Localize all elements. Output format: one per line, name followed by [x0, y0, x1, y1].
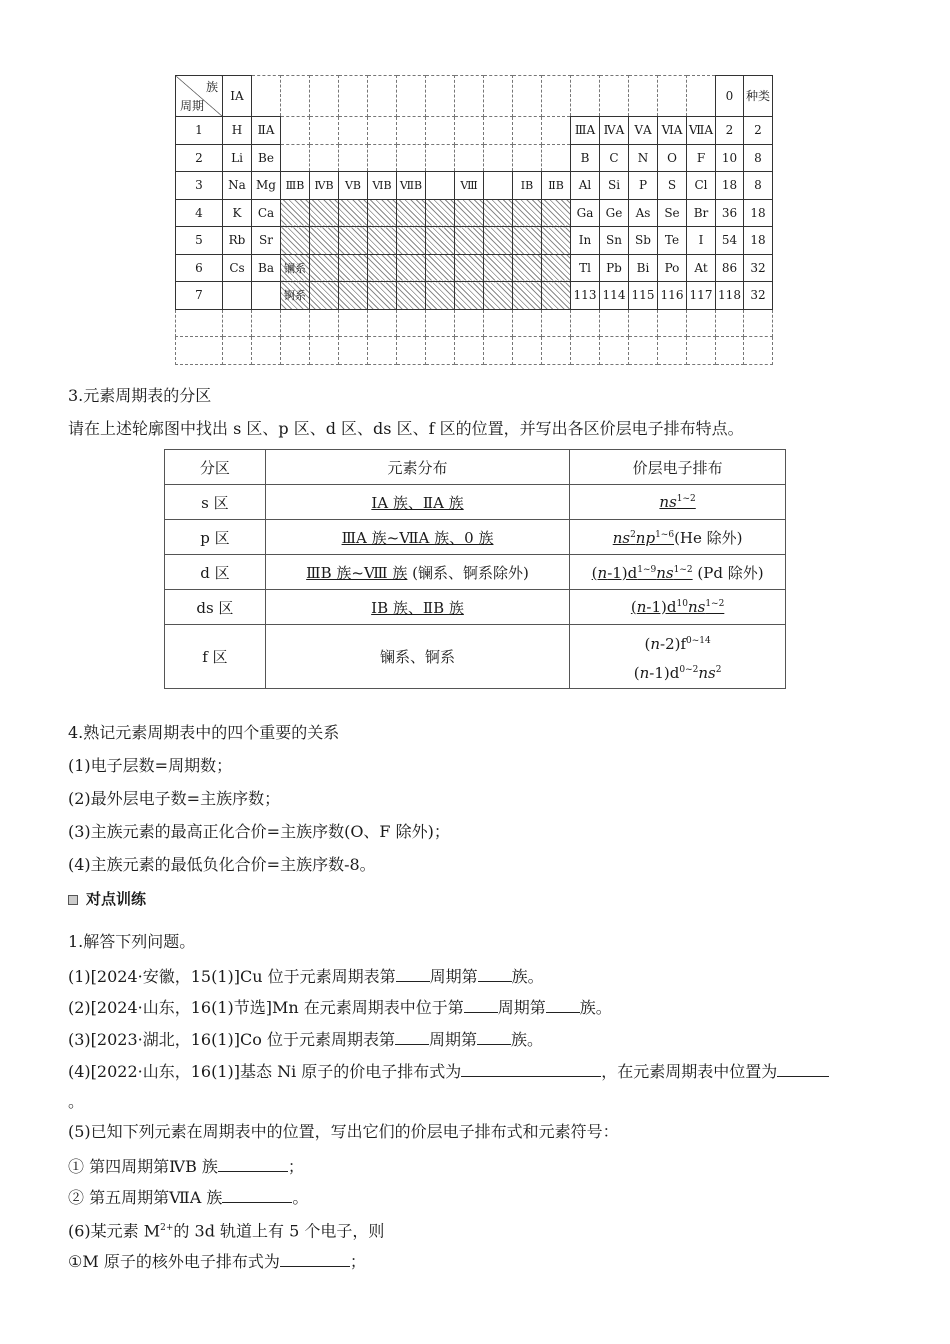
empty-cell: [223, 337, 252, 365]
element-cell: F: [687, 144, 716, 172]
element-cell: Be: [252, 144, 281, 172]
element-cell: ⅣA: [600, 117, 629, 145]
question-1-4: (4)[2022·山东，16(1)]基态 Ni 原子的价电子排布式为 ，在元素周期表中位置为: [68, 1060, 829, 1082]
transition-cell: [397, 117, 426, 145]
practice-heading: 对点训练: [68, 888, 146, 909]
table-row: [165, 590, 786, 625]
empty-cell: [252, 337, 281, 365]
answer-blank[interactable]: [546, 996, 580, 1013]
square-icon: [68, 895, 78, 905]
empty-cell: [571, 337, 600, 365]
zone-ds-dist: ⅠB 族、ⅡB 族: [371, 598, 464, 617]
element-cell: [252, 282, 281, 310]
group-header-empty: [368, 76, 397, 117]
transition-cell: [455, 282, 484, 310]
transition-cell: [339, 254, 368, 282]
transition-cell: [339, 282, 368, 310]
zone-table: [164, 449, 786, 689]
zone-f-dist: 镧系、锕系: [265, 625, 569, 689]
element-cell: P: [629, 172, 658, 200]
zone-p-note: (He 除外): [674, 528, 743, 547]
transition-cell: [310, 282, 339, 310]
transition-cell: [455, 254, 484, 282]
header-distribution: 元素分布: [265, 450, 569, 485]
element-cell: N: [629, 144, 658, 172]
element-cell: K: [223, 199, 252, 227]
group-header-empty: [281, 76, 310, 117]
period-row: [176, 199, 773, 227]
empty-cell: [687, 337, 716, 365]
transition-cell: [513, 282, 542, 310]
noble-gas-count: 118: [716, 282, 744, 310]
answer-blank[interactable]: [396, 965, 430, 982]
group-header-empty: [658, 76, 687, 117]
period-row: [176, 117, 773, 145]
empty-cell: [426, 309, 455, 337]
transition-cell: Ⅷ: [455, 172, 484, 200]
transition-cell: [310, 227, 339, 255]
transition-cell: [484, 227, 513, 255]
zone-d-note: (Pd 除外): [692, 563, 764, 582]
element-cell: Sn: [600, 227, 629, 255]
transition-cell: [542, 227, 571, 255]
answer-blank[interactable]: [478, 965, 512, 982]
element-cell: As: [629, 199, 658, 227]
empty-cell: [484, 337, 513, 365]
section3-title: 3.元素周期表的分区: [68, 386, 212, 405]
periodic-outline: [175, 75, 773, 365]
transition-cell: [339, 227, 368, 255]
empty-cell: [223, 309, 252, 337]
transition-cell: [484, 172, 513, 200]
empty-cell: [716, 337, 744, 365]
transition-cell: 镧系: [281, 254, 310, 282]
transition-cell: [426, 254, 455, 282]
element-cell: 114: [600, 282, 629, 310]
period-number: 2: [176, 144, 223, 172]
element-cell: Ga: [571, 199, 600, 227]
period-row: [176, 172, 773, 200]
transition-cell: [339, 117, 368, 145]
transition-cell: ⅥB: [368, 172, 397, 200]
period-row: [176, 227, 773, 255]
section4-title: 4.熟记元素周期表中的四个重要的关系: [68, 723, 340, 742]
period-number: 7: [176, 282, 223, 310]
element-cell: Al: [571, 172, 600, 200]
transition-cell: [281, 117, 310, 145]
empty-cell: [310, 337, 339, 365]
empty-cell: [658, 337, 687, 365]
zone-p: p 区: [165, 520, 266, 555]
zone-d-dist-note: (镧系、锕系除外): [407, 563, 529, 582]
empty-row: [176, 309, 773, 337]
transition-cell: [542, 199, 571, 227]
period-row: [176, 254, 773, 282]
element-cell: ⅥA: [658, 117, 687, 145]
noble-gas-count: 10: [716, 144, 744, 172]
transition-cell: ⅠB: [513, 172, 542, 200]
transition-cell: [455, 117, 484, 145]
question-1-2: (2)[2024·山东，16(1)节选]Mn 在元素周期表中位于第 周期第 族。: [68, 998, 612, 1017]
group-header-zero: 0: [716, 76, 744, 117]
zone-s-config: $ns^{1\sim 2}$: [659, 493, 696, 511]
element-kind-count: 18: [744, 227, 773, 255]
element-cell: I: [687, 227, 716, 255]
element-cell: Ge: [600, 199, 629, 227]
table-row: [165, 485, 786, 520]
zone-s: s 区: [165, 485, 266, 520]
transition-cell: [455, 144, 484, 172]
transition-cell: [426, 199, 455, 227]
noble-gas-count: 18: [716, 172, 744, 200]
transition-cell: [281, 199, 310, 227]
element-cell: ⅡA: [252, 117, 281, 145]
element-cell: At: [687, 254, 716, 282]
header-config: 价层电子排布: [570, 450, 786, 485]
element-cell: Mg: [252, 172, 281, 200]
empty-cell: [368, 337, 397, 365]
answer-blank[interactable]: [280, 1250, 350, 1267]
corner-label-period: 周期: [179, 99, 204, 113]
transition-cell: [426, 144, 455, 172]
group-header-empty: [426, 76, 455, 117]
transition-cell: [368, 254, 397, 282]
empty-cell: [629, 337, 658, 365]
transition-cell: [513, 117, 542, 145]
group-header-empty: [571, 76, 600, 117]
answer-blank[interactable]: [477, 1028, 511, 1045]
period-number: 5: [176, 227, 223, 255]
group-header-kind: 种类: [744, 76, 773, 117]
transition-cell: [455, 227, 484, 255]
empty-cell: [513, 309, 542, 337]
empty-cell: [176, 309, 223, 337]
answer-blank[interactable]: [222, 1186, 292, 1203]
transition-cell: [368, 227, 397, 255]
group-header-empty: [310, 76, 339, 117]
transition-cell: [484, 282, 513, 310]
transition-cell: ⅦB: [397, 172, 426, 200]
empty-cell: [571, 309, 600, 337]
zone-f-config: $(n-2)f^{0\sim 14}$ $(n-1)d^{0\sim 2}ns^2$: [570, 625, 786, 689]
empty-cell: [397, 337, 426, 365]
group-header-empty: [252, 76, 281, 117]
transition-cell: [339, 144, 368, 172]
empty-cell: [310, 309, 339, 337]
element-cell: Br: [687, 199, 716, 227]
empty-cell: [455, 309, 484, 337]
group-header-empty: [484, 76, 513, 117]
empty-cell: [687, 309, 716, 337]
element-cell: H: [223, 117, 252, 145]
transition-cell: ⅣB: [310, 172, 339, 200]
transition-cell: [426, 117, 455, 145]
transition-cell: [542, 254, 571, 282]
empty-cell: [600, 337, 629, 365]
empty-cell: [629, 309, 658, 337]
transition-cell: [513, 199, 542, 227]
element-cell: Bi: [629, 254, 658, 282]
element-cell: Sr: [252, 227, 281, 255]
period-row: [176, 282, 773, 310]
empty-row: [176, 337, 773, 365]
element-cell: ⅦA: [687, 117, 716, 145]
group-header-empty: [542, 76, 571, 117]
empty-cell: [716, 309, 744, 337]
empty-cell: [600, 309, 629, 337]
element-cell: B: [571, 144, 600, 172]
element-cell: ⅢA: [571, 117, 600, 145]
transition-cell: [339, 199, 368, 227]
element-cell: 115: [629, 282, 658, 310]
transition-cell: [281, 144, 310, 172]
zone-ds: ds 区: [165, 590, 266, 625]
transition-cell: [484, 199, 513, 227]
question-1-6: (6)某元素 $M^{2+}$的 3d 轨道上有 5 个电子，则: [68, 1221, 385, 1241]
element-cell: O: [658, 144, 687, 172]
question-1-1: (1)[2024·安徽，15(1)]Cu 位于元素周期表第 周期第 族。: [68, 967, 544, 986]
element-kind-count: 8: [744, 144, 773, 172]
zone-d-config: $(n-1)d^{1\sim 9}ns^{1\sim 2}$: [591, 563, 693, 582]
period-number: 4: [176, 199, 223, 227]
empty-cell: [426, 337, 455, 365]
empty-cell: [397, 309, 426, 337]
transition-cell: [426, 227, 455, 255]
group-header-empty: [687, 76, 716, 117]
element-cell: Te: [658, 227, 687, 255]
transition-cell: [542, 282, 571, 310]
corner-cell: [176, 76, 223, 117]
zone-p-dist: ⅢA 族~ⅦA 族、0 族: [341, 528, 494, 547]
transition-cell: [513, 227, 542, 255]
element-cell: Li: [223, 144, 252, 172]
element-cell: Si: [600, 172, 629, 200]
transition-cell: [310, 254, 339, 282]
empty-cell: [542, 309, 571, 337]
element-cell: 113: [571, 282, 600, 310]
element-cell: C: [600, 144, 629, 172]
zone-d-dist: ⅢB 族~Ⅷ 族: [306, 563, 408, 582]
table-row: [165, 625, 786, 689]
element-kind-count: 8: [744, 172, 773, 200]
group-header-ia: ⅠA: [223, 76, 252, 117]
group-header-empty: [397, 76, 426, 117]
transition-cell: ⅤB: [339, 172, 368, 200]
transition-cell: [397, 227, 426, 255]
answer-blank[interactable]: [461, 1060, 601, 1077]
transition-cell: [542, 117, 571, 145]
zone-ds-config: $(n-1)d^{10}ns^{1\sim 2}$: [630, 598, 725, 616]
transition-cell: [310, 199, 339, 227]
empty-cell: [281, 309, 310, 337]
element-kind-count: 32: [744, 282, 773, 310]
question-1-5-2: ② 第五周期第ⅦA 族 。: [68, 1188, 309, 1207]
element-cell: Ba: [252, 254, 281, 282]
element-cell: Se: [658, 199, 687, 227]
relation-4: (4)主族元素的最低负化合价=主族序数-8。: [68, 855, 376, 874]
noble-gas-count: 36: [716, 199, 744, 227]
transition-cell: [484, 144, 513, 172]
transition-cell: [397, 199, 426, 227]
empty-cell: [658, 309, 687, 337]
noble-gas-count: 54: [716, 227, 744, 255]
empty-cell: [542, 337, 571, 365]
empty-cell: [484, 309, 513, 337]
answer-blank[interactable]: [777, 1060, 829, 1077]
answer-blank[interactable]: [395, 1028, 429, 1045]
noble-gas-count: 2: [716, 117, 744, 145]
transition-cell: [368, 144, 397, 172]
group-header-empty: [600, 76, 629, 117]
empty-cell: [368, 309, 397, 337]
element-cell: [223, 282, 252, 310]
element-cell: Ca: [252, 199, 281, 227]
transition-cell: [542, 144, 571, 172]
group-header-empty: [339, 76, 368, 117]
empty-cell: [252, 309, 281, 337]
transition-cell: [513, 144, 542, 172]
answer-blank[interactable]: [464, 996, 498, 1013]
transition-cell: [426, 282, 455, 310]
question-1-5: (5)已知下列元素在周期表中的位置，写出它们的价层电子排布式和元素符号：: [68, 1122, 619, 1141]
element-cell: Sb: [629, 227, 658, 255]
transition-cell: [455, 199, 484, 227]
question-1-5-1: ① 第四周期第ⅣB 族 ；: [68, 1157, 304, 1176]
transition-cell: 锕系: [281, 282, 310, 310]
transition-cell: [368, 117, 397, 145]
period-number: 1: [176, 117, 223, 145]
transition-cell: [397, 254, 426, 282]
empty-cell: [513, 337, 542, 365]
empty-cell: [744, 337, 773, 365]
corner-label-group: 族: [205, 80, 218, 94]
transition-cell: ⅡB: [542, 172, 571, 200]
empty-cell: [339, 337, 368, 365]
element-cell: Na: [223, 172, 252, 200]
zone-d: d 区: [165, 555, 266, 590]
transition-cell: [484, 254, 513, 282]
element-cell: 116: [658, 282, 687, 310]
element-cell: In: [571, 227, 600, 255]
question-1-3: (3)[2023·湖北，16(1)]Co 位于元素周期表第 周期第 族。: [68, 1030, 543, 1049]
transition-cell: [426, 172, 455, 200]
element-cell: Po: [658, 254, 687, 282]
transition-cell: [368, 282, 397, 310]
noble-gas-count: 86: [716, 254, 744, 282]
section3-desc: 请在上述轮廓图中找出 s 区、p 区、d 区、ds 区、f 区的位置，并写出各区价层电子排布特点。: [68, 419, 744, 438]
transition-cell: [310, 144, 339, 172]
relation-3: (3)主族元素的最高正化合价=主族序数(O、F 除外)；: [68, 822, 450, 841]
transition-cell: [310, 117, 339, 145]
group-header-empty: [629, 76, 658, 117]
element-kind-count: 2: [744, 117, 773, 145]
transition-cell: [484, 117, 513, 145]
transition-cell: [397, 144, 426, 172]
question-1-6-1: ①M 原子的核外电子排布式为 ；: [68, 1252, 366, 1271]
empty-cell: [176, 337, 223, 365]
zone-s-dist: ⅠA 族、ⅡA 族: [371, 493, 464, 512]
element-cell: Tl: [571, 254, 600, 282]
group-header-empty: [455, 76, 484, 117]
element-kind-count: 32: [744, 254, 773, 282]
transition-cell: [368, 199, 397, 227]
transition-cell: ⅢB: [281, 172, 310, 200]
period-number: 6: [176, 254, 223, 282]
empty-cell: [281, 337, 310, 365]
transition-cell: [513, 254, 542, 282]
element-cell: Pb: [600, 254, 629, 282]
zone-p-config: $ns^2np^{1\sim 6}$: [612, 528, 675, 547]
empty-cell: [339, 309, 368, 337]
period-number: 3: [176, 172, 223, 200]
element-cell: 117: [687, 282, 716, 310]
period-row: [176, 144, 773, 172]
element-kind-count: 18: [744, 199, 773, 227]
relation-2: (2)最外层电子数=主族序数；: [68, 789, 281, 808]
zone-f: f 区: [165, 625, 266, 689]
element-cell: Rb: [223, 227, 252, 255]
empty-cell: [455, 337, 484, 365]
header-zone: 分区: [165, 450, 266, 485]
table-row: [165, 520, 786, 555]
element-cell: Cs: [223, 254, 252, 282]
question-1-4-end: 。: [68, 1092, 85, 1111]
element-cell: S: [658, 172, 687, 200]
group-header-empty: [513, 76, 542, 117]
empty-cell: [744, 309, 773, 337]
relation-1: (1)电子层数=周期数；: [68, 756, 233, 775]
element-cell: Cl: [687, 172, 716, 200]
transition-cell: [397, 282, 426, 310]
answer-blank[interactable]: [218, 1155, 288, 1172]
transition-cell: [281, 227, 310, 255]
question-1: 1.解答下列问题。: [68, 932, 196, 951]
table-row: [165, 555, 786, 590]
element-cell: ⅤA: [629, 117, 658, 145]
